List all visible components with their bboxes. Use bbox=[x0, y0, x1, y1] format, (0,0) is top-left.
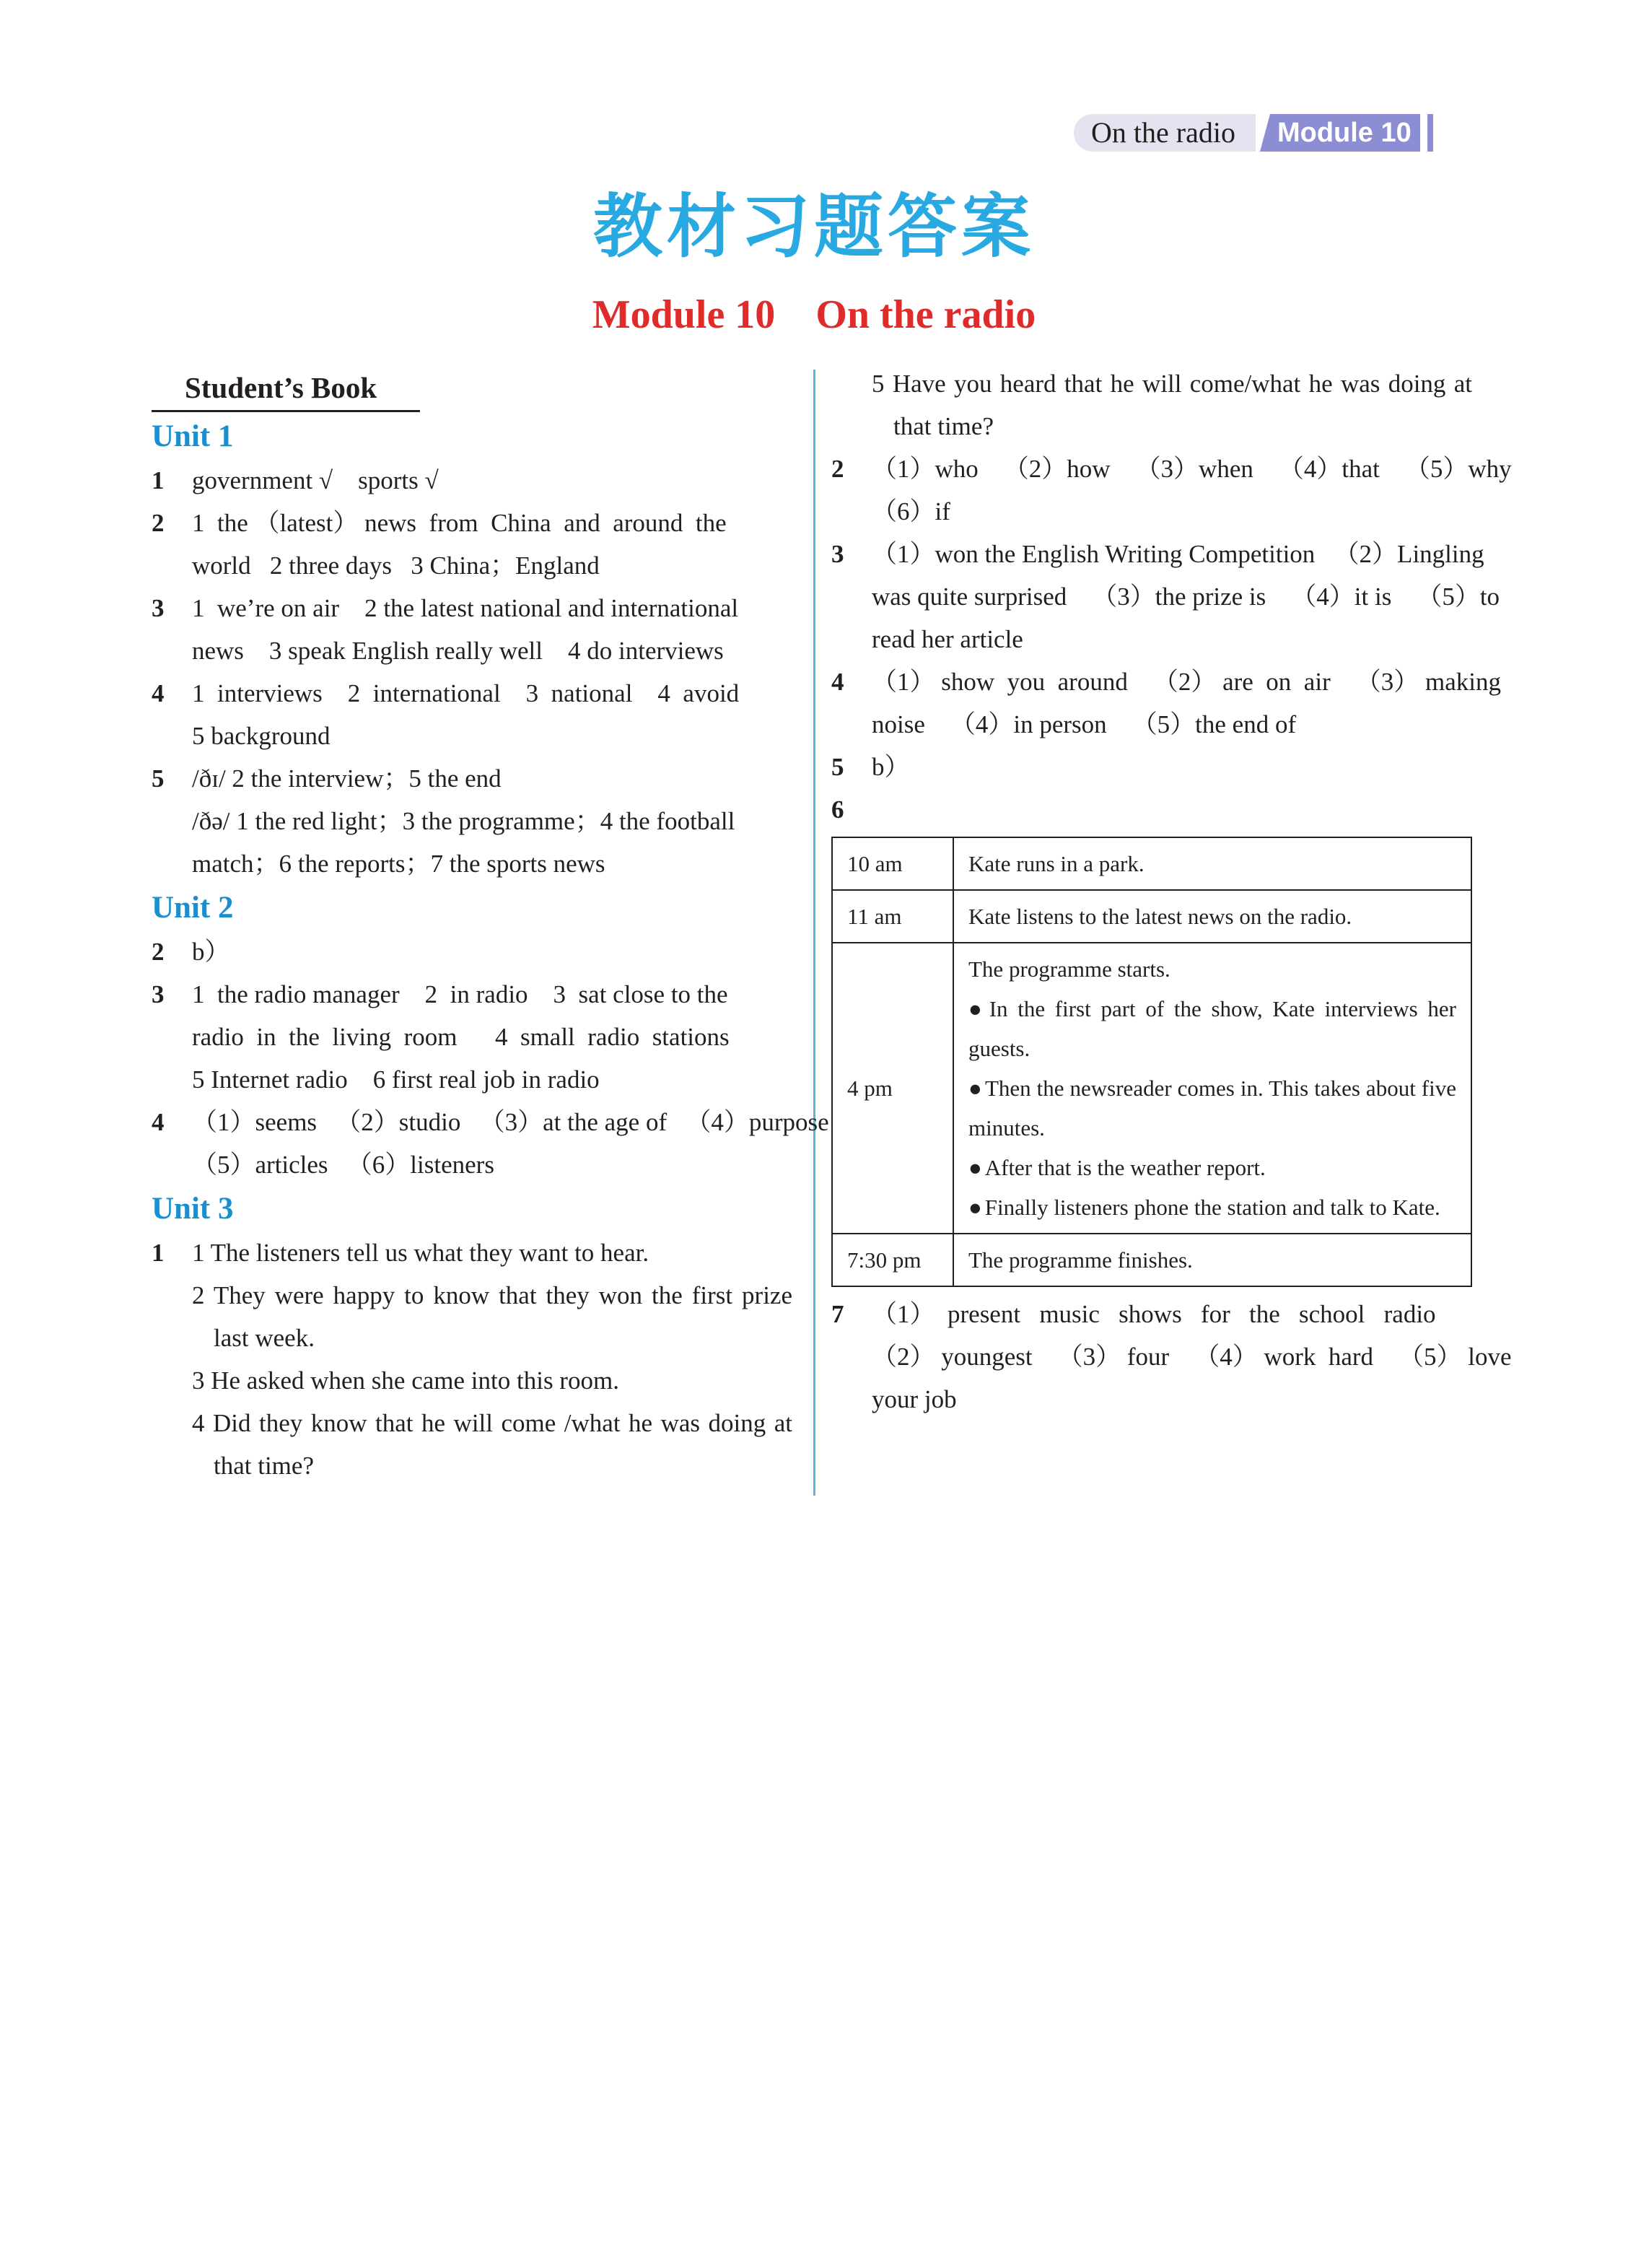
activity-bullet: ● Finally listeners phone the station and talk to Kate. bbox=[968, 1187, 1456, 1227]
answer-item bbox=[152, 1101, 829, 1143]
unit-1-heading: Unit 1 bbox=[152, 419, 234, 453]
activity-bullet: ● In the first part of the show, Kate interviews her guests. bbox=[968, 989, 1456, 1068]
question-number: 1 bbox=[152, 1239, 165, 1267]
answer-text: b） bbox=[872, 753, 910, 781]
answer-text: b） bbox=[192, 938, 230, 966]
time-cell: 7:30 pm bbox=[832, 1234, 953, 1286]
sub-answer: 4 Did they know that he will come /what he was doing at that time? bbox=[192, 1409, 792, 1480]
answer-continuation: /ðə/ 1 the red light；3 the programme；4 the football bbox=[192, 807, 735, 835]
sub-answers bbox=[831, 362, 1472, 448]
module-number: Module 10 bbox=[592, 292, 776, 337]
answer-text: 1 we’re on air 2 the latest national and international bbox=[192, 594, 739, 622]
answer-item bbox=[831, 660, 1501, 703]
answer-continuation: 5 background bbox=[192, 722, 331, 750]
answer-item bbox=[152, 757, 792, 800]
students-book-heading: Student’s Book bbox=[152, 365, 420, 412]
question-number: 6 bbox=[831, 795, 844, 824]
question-number: 2 bbox=[152, 509, 165, 537]
unit-3-heading: Unit 3 bbox=[152, 1192, 234, 1226]
bullet-icon bbox=[968, 1195, 985, 1220]
answer-item bbox=[831, 533, 1484, 575]
question-number: 3 bbox=[152, 594, 165, 622]
activity-bullet: ● After that is the weather report. bbox=[968, 1148, 1456, 1187]
answer-continuation: match；6 the reports；7 the sports news bbox=[192, 850, 605, 878]
sub-answer: 5 Have you heard that he will come/what he was doing at that time? bbox=[872, 370, 1472, 440]
unit-2-heading: Unit 2 bbox=[152, 891, 234, 925]
answer-item bbox=[152, 930, 792, 973]
activity-cell bbox=[953, 943, 1471, 1234]
page-title: 教材习题答案 bbox=[593, 186, 1035, 267]
table-row bbox=[832, 943, 1471, 1234]
answer-continuation: world 2 three days 3 China；England bbox=[192, 551, 600, 580]
schedule-table bbox=[831, 837, 1472, 1287]
answer-item bbox=[152, 587, 792, 629]
question-number: 7 bbox=[831, 1300, 844, 1328]
time-cell: 4 pm bbox=[832, 943, 953, 1234]
answer-item bbox=[831, 746, 1472, 788]
answer-item bbox=[831, 1293, 1472, 1335]
sub-answers bbox=[152, 1274, 792, 1487]
left-column bbox=[152, 365, 829, 1487]
answer-continuation: noise （4）in person （5）the end of bbox=[872, 710, 1297, 738]
table-row bbox=[832, 890, 1471, 943]
answer-item bbox=[831, 788, 1472, 831]
answer-continuation: your job bbox=[872, 1385, 957, 1413]
answer-text: （1） present music shows for the school radio bbox=[872, 1300, 1436, 1328]
answer-text: /ðɪ/ 2 the interview；5 the end bbox=[192, 764, 502, 793]
question-number: 4 bbox=[152, 1108, 165, 1136]
bullet-icon bbox=[968, 996, 989, 1021]
table-row bbox=[832, 837, 1471, 890]
time-cell: 10 am bbox=[832, 837, 953, 890]
question-number: 2 bbox=[152, 938, 165, 966]
question-number: 4 bbox=[152, 679, 165, 707]
header-separator bbox=[1260, 114, 1270, 152]
answer-continuation: （2） youngest （3） four （4） work hard （5） love bbox=[872, 1343, 1512, 1371]
sub-answer: 2 They were happy to know that they won the first prize last week. bbox=[192, 1281, 792, 1352]
answer-item bbox=[152, 672, 792, 715]
answer-item bbox=[152, 459, 792, 502]
question-number: 4 bbox=[831, 668, 844, 696]
answer-text: government √ sports √ bbox=[192, 466, 439, 494]
bullet-icon bbox=[968, 1155, 985, 1180]
question-number: 1 bbox=[152, 466, 165, 494]
answer-text: 1 The listeners tell us what they want to hear. bbox=[192, 1239, 649, 1267]
running-header bbox=[1074, 113, 1433, 153]
sub-answer: 3 He asked when she came into this room. bbox=[192, 1366, 619, 1395]
header-bar bbox=[1427, 114, 1433, 152]
question-number: 5 bbox=[152, 764, 165, 793]
column-divider bbox=[813, 370, 815, 1496]
answer-text: 1 the radio manager 2 in radio 3 sat close to the bbox=[192, 980, 728, 1008]
answer-text: （1）won the English Writing Competition （2）Lingling bbox=[872, 540, 1484, 568]
activity-cell: Kate listens to the latest news on the radio. bbox=[953, 890, 1471, 943]
module-title bbox=[0, 292, 1628, 338]
answer-text: 1 interviews 2 international 3 national 4 avoid bbox=[192, 679, 740, 707]
question-number: 2 bbox=[831, 455, 844, 483]
table-row bbox=[832, 1234, 1471, 1286]
answer-continuation: （6）if bbox=[872, 497, 950, 525]
answer-text: （1）seems （2）studio （3）at the age of （4）purpose bbox=[192, 1108, 829, 1136]
activity-line: The programme starts. bbox=[968, 956, 1170, 982]
header-module-label: Module 10 bbox=[1270, 114, 1420, 152]
answer-item bbox=[152, 973, 792, 1016]
answer-continuation: radio in the living room 4 small radio stations bbox=[192, 1023, 730, 1051]
answer-text: （1） show you around （2） are on air （3） making bbox=[872, 668, 1501, 696]
bullet-icon bbox=[968, 1076, 985, 1101]
answer-continuation: read her article bbox=[872, 625, 1023, 653]
answer-continuation: news 3 speak English really well 4 do interviews bbox=[192, 637, 724, 665]
header-topic: On the radio bbox=[1074, 114, 1256, 152]
answer-item bbox=[152, 502, 792, 544]
time-cell: 11 am bbox=[832, 890, 953, 943]
answer-item bbox=[831, 448, 1512, 490]
activity-cell: The programme finishes. bbox=[953, 1234, 1471, 1286]
answer-continuation: was quite surprised （3）the prize is （4）it is （5）to bbox=[872, 583, 1500, 611]
answer-text: 1 the （latest） news from China and around the bbox=[192, 509, 727, 537]
right-column bbox=[831, 362, 1512, 1421]
answer-continuation: 5 Internet radio 6 first real job in radio bbox=[192, 1065, 600, 1094]
activity-cell: Kate runs in a park. bbox=[953, 837, 1471, 890]
activity-bullet: ● Then the newsreader comes in. This takes about five minutes. bbox=[968, 1068, 1456, 1148]
answer-text: （1）who （2）how （3）when （4）that （5）why bbox=[872, 455, 1512, 483]
answer-item bbox=[152, 1231, 792, 1274]
module-name: On the radio bbox=[815, 292, 1036, 337]
question-number: 3 bbox=[831, 540, 844, 568]
question-number: 3 bbox=[152, 980, 165, 1008]
question-number: 5 bbox=[831, 753, 844, 781]
answer-continuation: （5）articles （6）listeners bbox=[192, 1151, 494, 1179]
